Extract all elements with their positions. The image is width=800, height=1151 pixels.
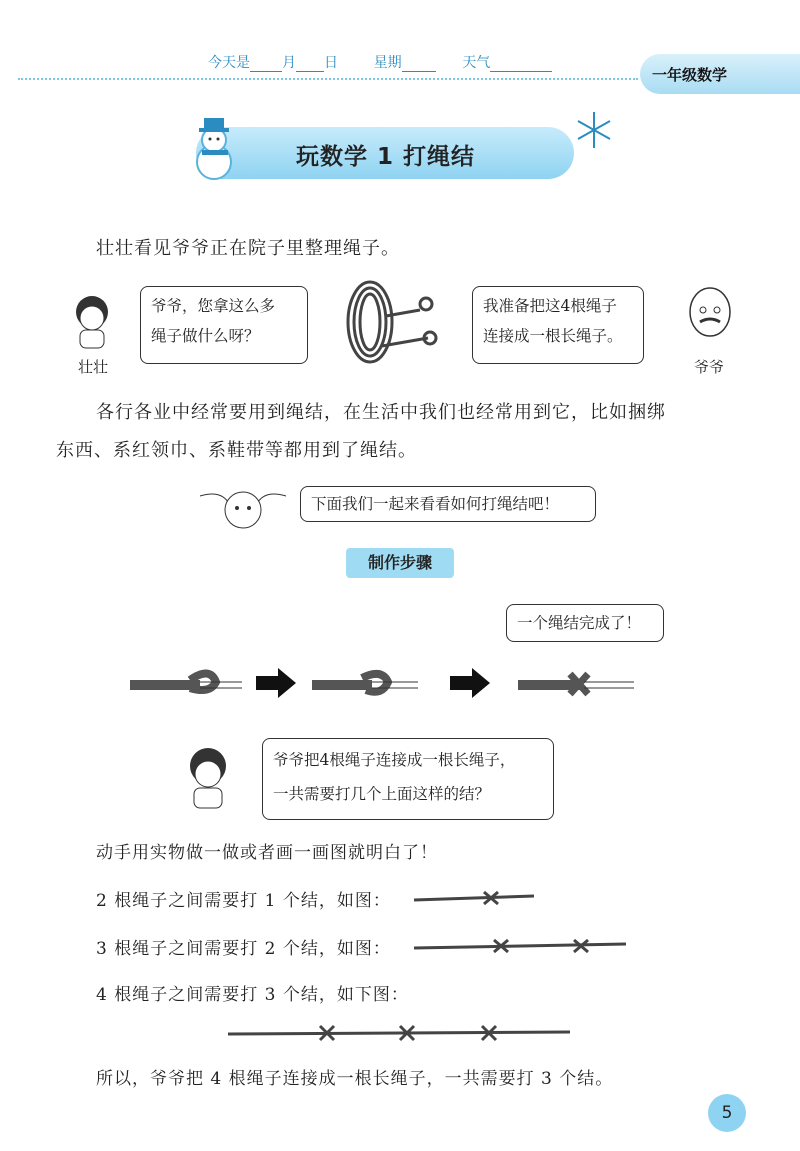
header-dotted-divider xyxy=(18,78,638,80)
boy-speech-line2: 绳子做什么呀？ xyxy=(151,327,260,345)
grandpa-speech-line1: 我准备把这4根绳子 xyxy=(483,297,617,315)
grade-label: 一年级数学 xyxy=(652,66,728,84)
knot-done-bubble xyxy=(506,604,664,642)
bird-mascot-icon xyxy=(200,482,286,532)
intro-text: 壮壮看见爷爷正在院子里整理绳子。 xyxy=(96,238,400,259)
weather-blank xyxy=(490,57,552,72)
boy-thinking-icon xyxy=(176,744,242,814)
grandpa-speech-bubble xyxy=(472,286,644,364)
page-number: 5 xyxy=(708,1094,746,1132)
day-label: 日 xyxy=(324,55,338,71)
hint-text: 动手用实物做一做或者画一画图就明白了！ xyxy=(96,843,438,863)
knot-step2-illustration xyxy=(312,660,422,700)
case-4-ropes: 4 根绳子之间需要打 3 个结，如下图： xyxy=(96,985,409,1005)
case-3-ropes: 3 根绳子之间需要打 2 个结，如图： xyxy=(96,939,391,959)
date-weather-line xyxy=(208,52,552,72)
knot-step1-illustration xyxy=(130,660,250,700)
page-title: 玩数学 1 打绳结 xyxy=(296,144,476,170)
rope-coil-icon xyxy=(330,276,440,376)
snowman-icon xyxy=(186,112,246,182)
two-ropes-one-knot-illustration xyxy=(414,888,538,908)
weather-label: 天气 xyxy=(462,55,491,71)
knot-done-text: 一个绳结完成了！ xyxy=(517,614,642,632)
right-arrow-icon xyxy=(256,668,296,698)
question-line2: 一共需要打几个上面这样的结？ xyxy=(273,785,491,803)
three-ropes-two-knots-illustration xyxy=(414,936,630,956)
knot-paragraph-line2: 东西、系红领巾、系鞋带等都用到了绳结。 xyxy=(56,440,417,461)
case-2-ropes: 2 根绳子之间需要打 1 个结，如图： xyxy=(96,891,391,911)
conclusion-text: 所以，爷爷把 4 根绳子连接成一根长绳子，一共需要打 3 个结。 xyxy=(96,1069,614,1089)
question-line1: 爷爷把4根绳子连接成一根长绳子， xyxy=(273,751,516,769)
month-blank xyxy=(250,57,282,72)
snowflake-icon xyxy=(574,110,614,150)
right-arrow-icon xyxy=(450,668,490,698)
grandpa-name: 爷爷 xyxy=(694,358,725,376)
steps-title: 制作步骤 xyxy=(346,548,454,578)
question-bubble xyxy=(262,738,554,820)
bird-speech-text: 下面我们一起来看看如何打绳结吧！ xyxy=(311,495,560,513)
month-label: 月 xyxy=(282,55,296,71)
knot-paragraph-line1: 各行各业中经常要用到绳结，在生活中我们也经常用到它，比如捆绑 xyxy=(96,402,666,423)
boy-zhuangzhuang-icon xyxy=(62,290,122,352)
grandpa-speech-line2: 连接成一根长绳子。 xyxy=(483,327,623,345)
weekday-blank xyxy=(402,57,436,72)
bird-speech-bubble xyxy=(300,486,596,522)
four-ropes-three-knots-illustration xyxy=(228,1022,572,1044)
weekday-label: 星期 xyxy=(373,55,402,71)
grandpa-icon xyxy=(682,282,738,348)
boy-speech-line1: 爷爷，您拿这么多 xyxy=(151,297,276,315)
today-label: 今天是 xyxy=(208,55,250,71)
day-blank xyxy=(296,57,324,72)
boy-name: 壮壮 xyxy=(78,358,109,376)
knot-step3-illustration xyxy=(518,660,638,700)
boy-speech-bubble xyxy=(140,286,308,364)
